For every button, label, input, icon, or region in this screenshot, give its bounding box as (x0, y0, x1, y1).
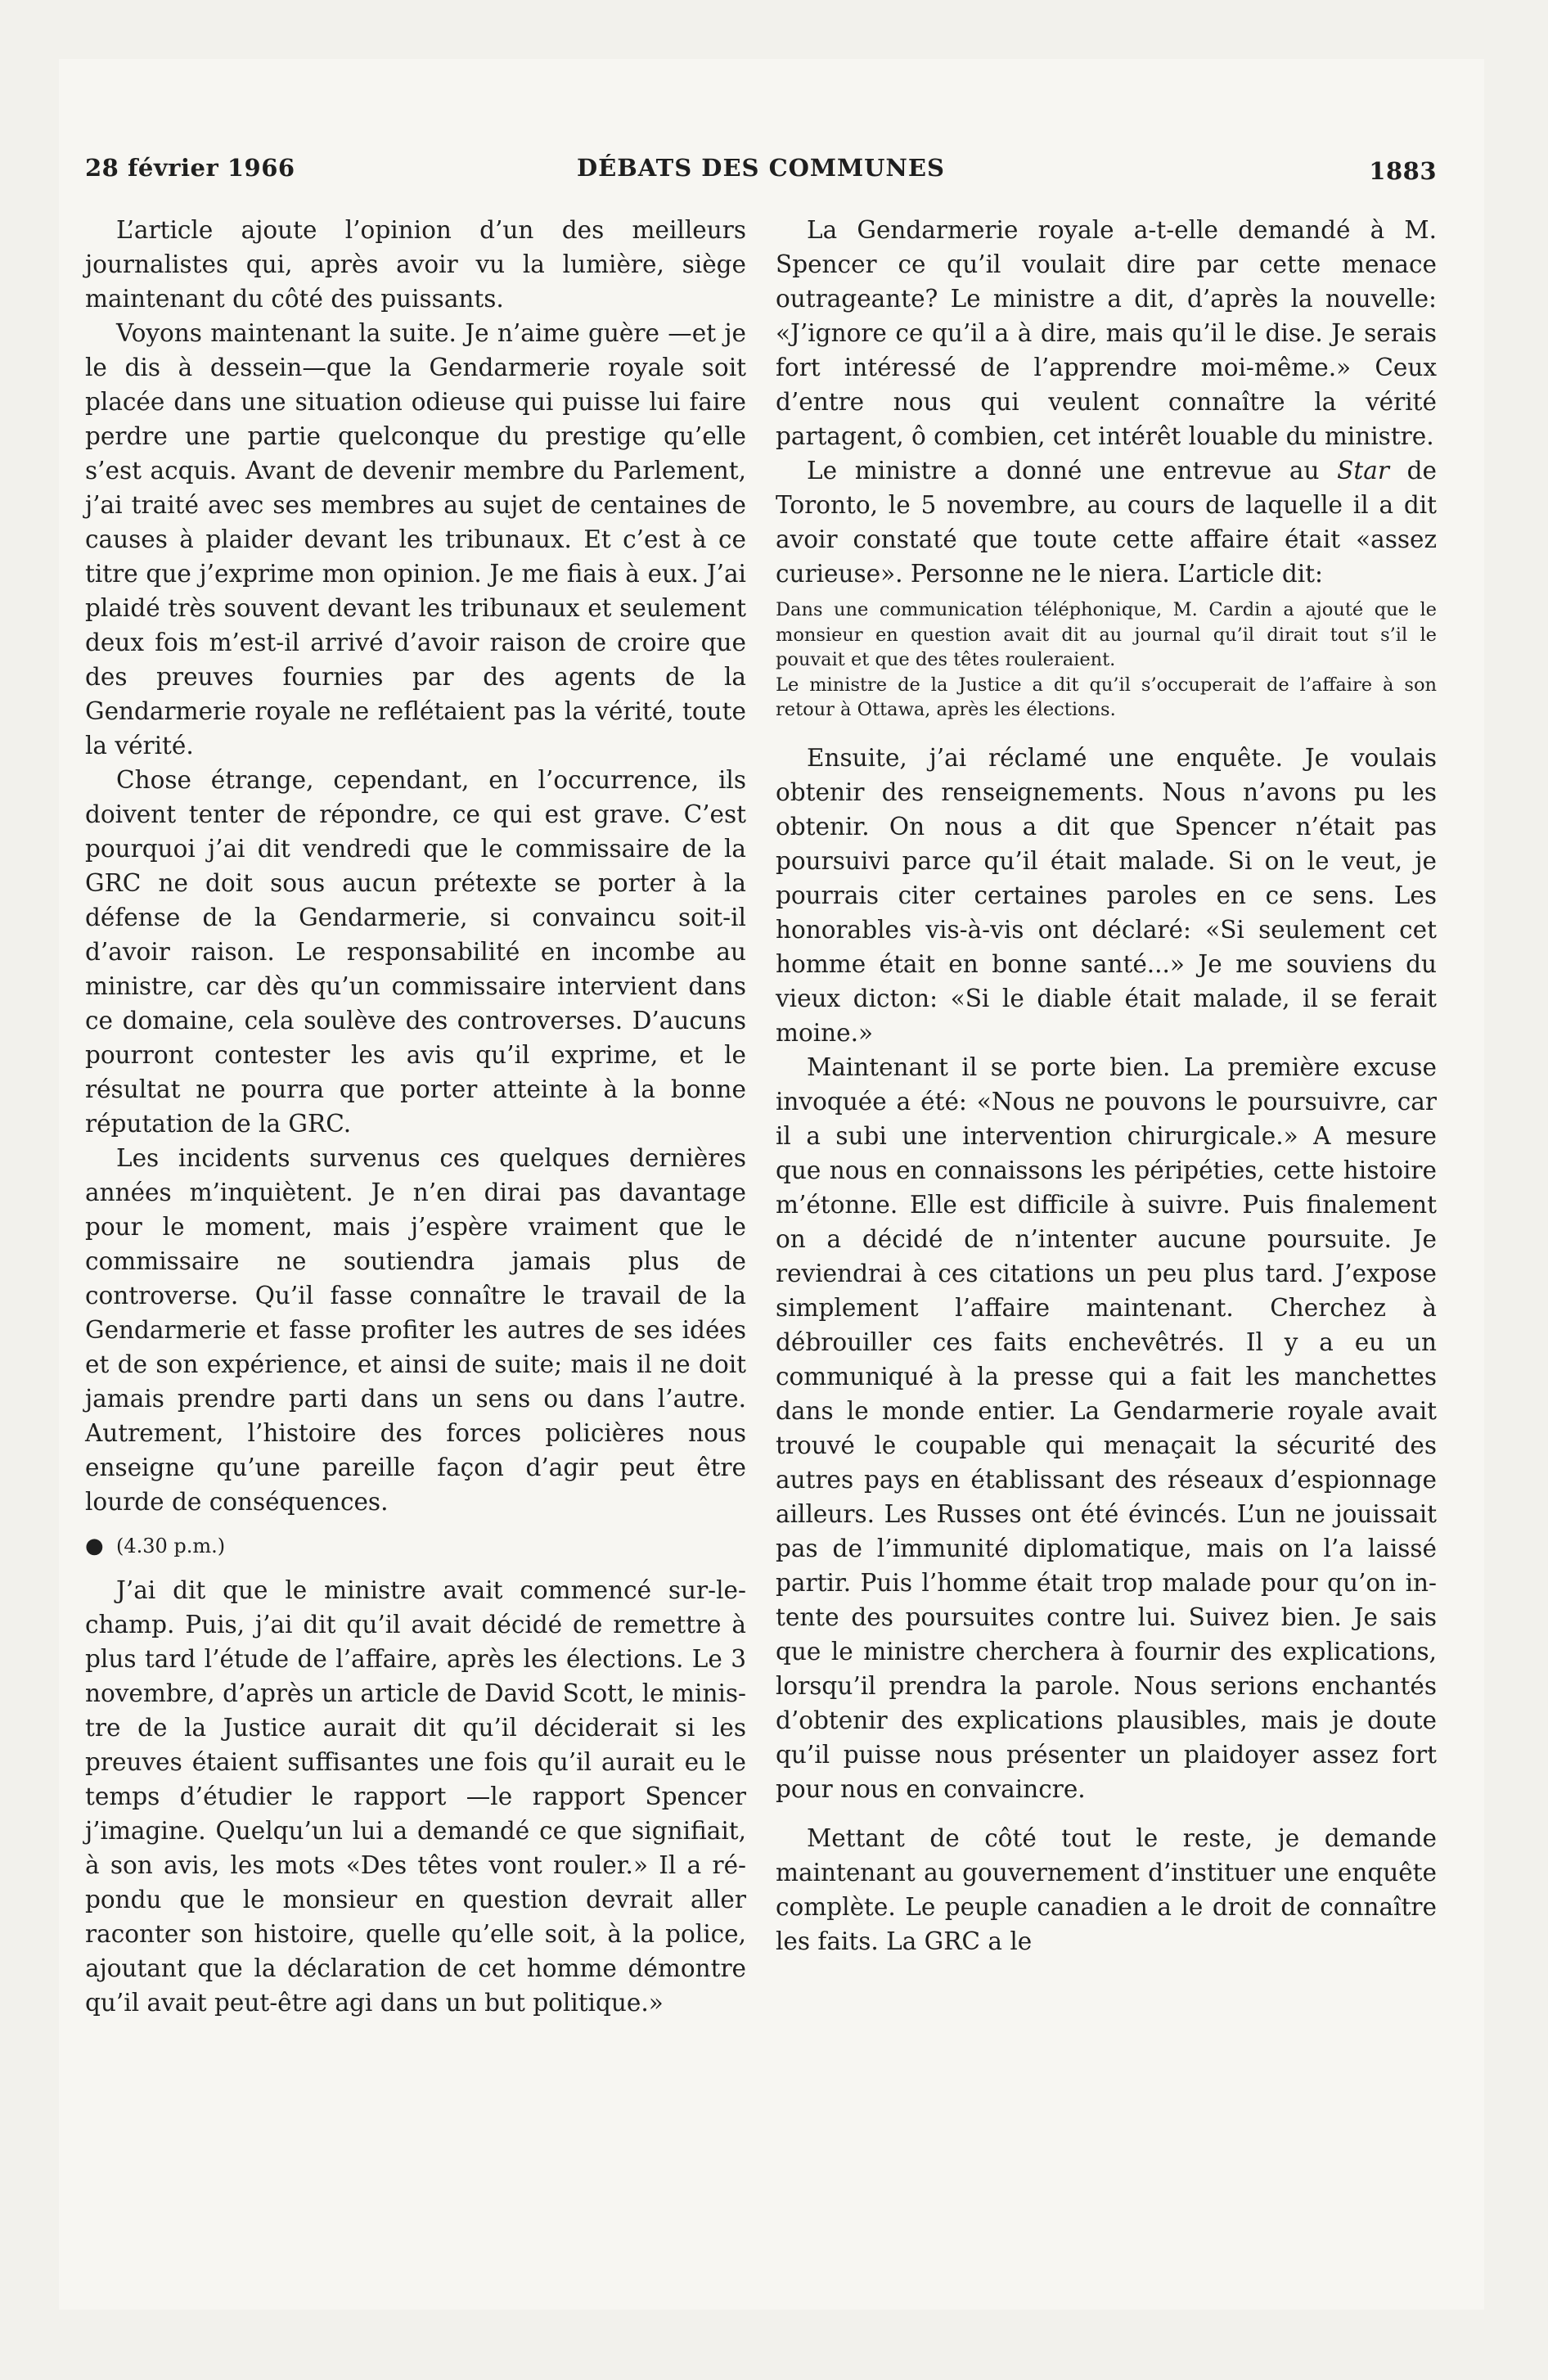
paragraph: La Gendarmerie royale a-t-elle demandé à M. Spencer ce qu’il voulait dire par cette menace outrageante? Le ministre a dit, d’après la nouvelle: «J’ignore ce qu’il a à dire, mais qu’il le dise. Je serais fort intéressé de l’apprendre moi-même.» Ceux d’entre nous qui veulent connaître la vérité partagent, ô combien, cet intérêt louable du ministre. (776, 216, 1437, 450)
paragraph: L’article ajoute l’opinion d’un des meilleurs journalistes qui, après avoir vu la lumière, siège maintenant du côté des puissants. (85, 216, 746, 313)
bullet-icon: ● (85, 1534, 104, 1558)
paragraph: Chose étrange, cependant, en l’occurrence, ils doivent tenter de répondre, ce qui est grave. C’est pourquoi j’ai dit vendredi que le commissaire de la GRC ne doit sous aucun prétexte se porter à la défense de la Gendarmerie, si convaincu soit-il d’avoir raison. Le responsabilité en incombe au ministre, car dès qu’un commissaire intervient dans ce domaine, cela soulève des controverses. D’aucuns pourront contester les avis qu’il exprime, et le résultat ne pourra que porter atteinte à la bonne réputation de la GRC. (85, 766, 746, 1138)
header-title: DÉBATS DES COMMUNES (577, 154, 945, 182)
paragraph: Voyons maintenant la suite. Je n’aime guère —et je le dis à dessein—que la Gendarmerie royale soit placée dans une situation odieuse qui puisse lui faire perdre une partie quelconque du prestige qu’elle s’est acquis. Avant de devenir membre du Parlement, j’ai traité avec ses membres au sujet de centaines de causes à plaider devant les tribunaux. Et c’est à ce titre que j’exprime mon opinion. Je me fiais à eux. J’ai plaidé très souvent devant les tribunaux et seulement deux fois m’est-il arrivé d’avoir raison de croire que des preuves fournies par des agents de la Gendarmerie royale ne reflétaient pas la vérité, toute la vérité. (85, 319, 746, 760)
page-header (85, 154, 1437, 187)
paragraph: Maintenant il se porte bien. La première excuse invoquée a été: «Nous ne pouvons le poursuivre, car il a subi une intervention chirurgicale.» A mesure que nous en connaissons les péripéties, cette histoire m’étonne. Elle est difficile à suivre. Puis finalement on a décidé de n’intenter aucune poursuite. Je reviendrai à ces citations un peu plus tard. J’expose simplement l’affaire maintenant. Cherchez à débrouiller ces faits enchevêtrés. Il y a eu un communiqué à la presse qui a fait les manchettes dans le monde entier. La Gendarmerie royale avait trouvé le coupable qui menaçait la sécurité des autres pays en établissant des réseaux d’espionnage ailleurs. Les Russes ont été évincés. L’un ne jouissait pas de l’immunité diplomatique, mais on l’a laissé partir. Puis l’homme était trop malade pour qu’on intente des poursuites contre lui. Suivez bien. Je sais que le ministre cherchera à fournir des explications, lorsqu’il prendra la parole. Nous serions enchantés d’obtenir des explications plausibles, mais je doute qu’il puisse nous présenter un plaidoyer assez fort pour nous en convaincre. (776, 1053, 1437, 1803)
paragraph: Les incidents survenus ces quelques dernières années m’inquiètent. Je n’en dirai pas davantage pour le moment, mais j’espère vraiment que le commissaire ne soutiendra jamais plus de controverse. Qu’il fasse connaître le travail de la Gendarmerie et fasse profiter les autres de ses idées et de son expérience, et ainsi de suite; mais il ne doit jamais prendre parti dans un sens ou dans l’autre. Autrement, l’histoire des forces policières nous enseigne qu’une pareille façon d’agir peut être lourde de conséquences. (85, 1144, 746, 1516)
time-mark-text: (4.30 p.m.) (115, 1535, 226, 1557)
paragraph: Ensuite, j’ai réclamé une enquête. Je voulais obtenir des renseignements. Nous n’avons pu les obtenir. On nous a dit que Spencer n’était pas poursuivi parce qu’il était malade. Si on le veut, je pourrais citer certaines paroles en ce sens. Les honorables vis-à-vis ont déclaré: «Si seulement cet homme était en bonne santé...» Je me souviens du vieux dicton: «Si le diable était malade, il se ferait moine.» (776, 743, 1437, 1047)
paragraph: Mettant de côté tout le reste, je demande maintenant au gouvernement d’instituer une enquête complète. Le peuple canadien a le droit de connaître les faits. La GRC a le (776, 1823, 1437, 1955)
block-quote (776, 597, 1437, 723)
paragraph (776, 453, 1437, 591)
text-run: de Toronto, le 5 novembre, au cours de laquelle il a dit avoir constaté que toute cette affaire était «assez curieuse». Personne ne le niera. L’article dit: (776, 457, 1437, 588)
newspaper-name: Star (1337, 457, 1389, 485)
quote-paragraph: Le ministre de la Justice a dit qu’il s’occuperait de l’affaire à son retour à Ottawa, après les élections. (776, 674, 1437, 720)
right-column (776, 213, 1437, 1959)
text-run: Le ministre a donné une entrevue au (807, 457, 1338, 485)
page-number: 1883 (1369, 157, 1437, 185)
header-date: 28 février 1966 (85, 154, 295, 182)
quote-paragraph: Dans une communication téléphonique, M. Cardin a ajouté que le monsieur en question avait dit au journal qu’il dirait tout s’il le pouvait et que des têtes rouleraient. (776, 599, 1437, 670)
left-column (85, 213, 746, 2020)
time-mark (85, 1529, 746, 1563)
paragraph: J’ai dit que le ministre avait commencé sur-le-champ. Puis, j’ai dit qu’il avait décidé de remettre à plus tard l’étude de l’affaire, après les élections. Le 3 novembre, d’après un article de David Scott, le ministre de la Justice aurait dit qu’il déciderait si les preuves étaient suffisantes une fois qu’il aurait eu le temps d’étudier le rapport —le rapport Spencer j’imagine. Quelqu’un lui a demandé ce que signifiait, à son avis, les mots «Des têtes vont rouler.» Il a répondu que le monsieur en question devrait aller raconter son histoire, quelle qu’elle soit, à la police, ajoutant que la déclaration de cet homme démontre qu’il avait peut-être agi dans un but politique.» (85, 1576, 746, 2017)
